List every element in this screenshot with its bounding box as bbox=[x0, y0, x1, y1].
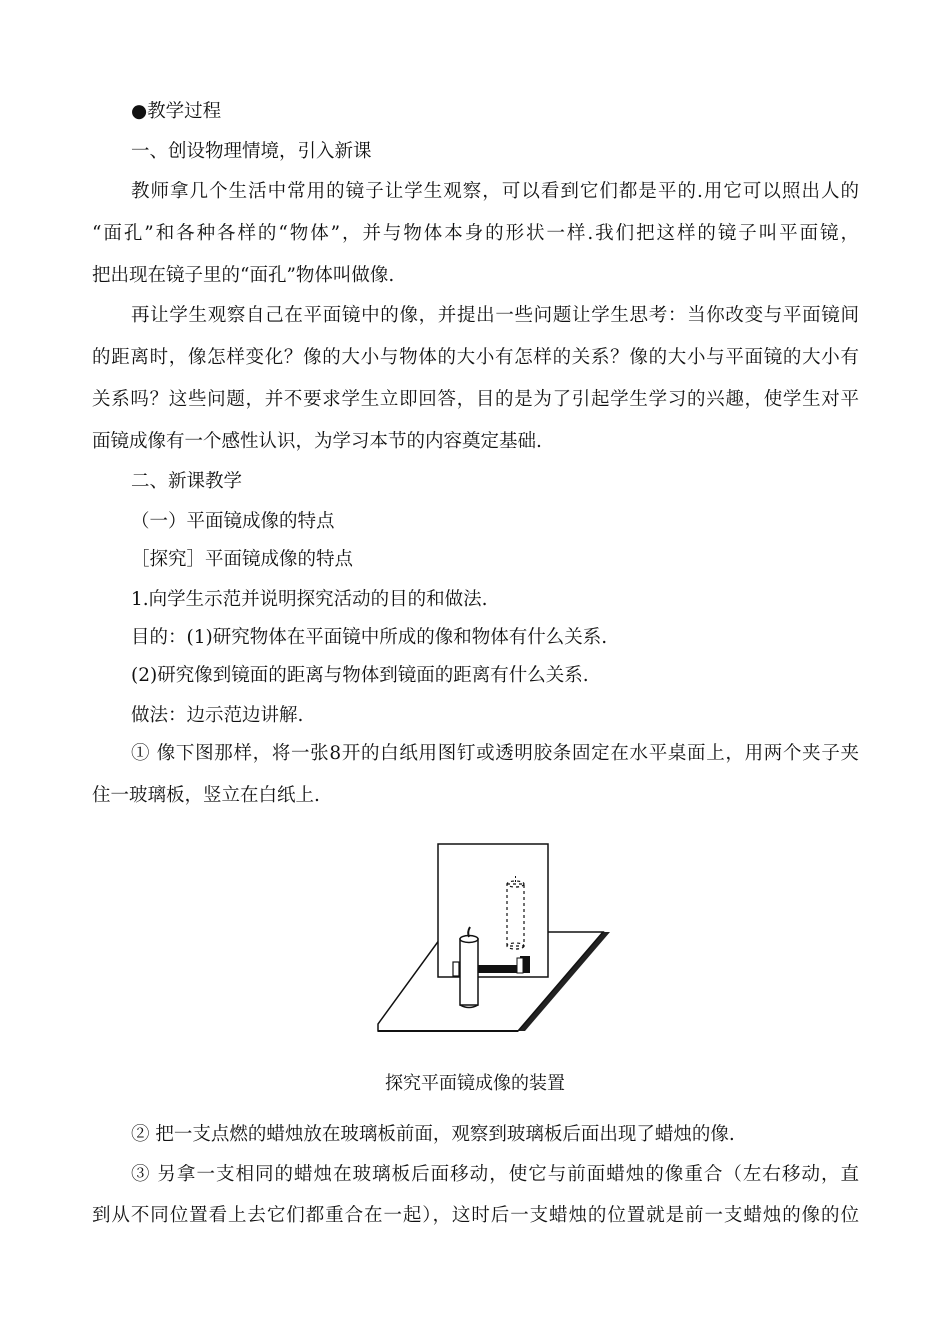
item-2: ② 把一支点燃的蜡烛放在玻璃板前面，观察到玻璃板后面出现了蜡烛的像. bbox=[131, 1124, 735, 1145]
paragraph-1-line-1: 教师拿几个生活中常用的镜子让学生观察，可以看到它们都是平的.用它可以照出人的 bbox=[131, 181, 859, 202]
candle bbox=[460, 939, 478, 1005]
paragraph-2-line-4: 面镜成像有一个感性认识，为学习本节的内容奠定基础. bbox=[92, 431, 542, 452]
method: 做法：边示范边讲解. bbox=[131, 705, 304, 726]
section-2-title: 二、新课教学 bbox=[131, 471, 243, 492]
subsection-title: （一）平面镜成像的特点 bbox=[131, 511, 335, 532]
goal-2: (2)研究像到镜面的距离与物体到镜面的距离有什么关系. bbox=[131, 665, 589, 686]
explore-title: ［探究］平面镜成像的特点 bbox=[131, 549, 354, 570]
section-1-title: 一、创设物理情境，引入新课 bbox=[131, 141, 372, 162]
clamp-left bbox=[453, 962, 459, 976]
paragraph-2-line-2: 的距离时，像怎样变化？像的大小与物体的大小有怎样的关系？像的大小与平面镜的大小有 bbox=[92, 347, 859, 368]
paragraph-1-line-3: 把出现在镜子里的“面孔”物体叫做像. bbox=[92, 265, 395, 286]
paragraph-2-line-1: 再让学生观察自己在平面镜中的像，并提出一些问题让学生思考：当你改变与平面镜间 bbox=[131, 305, 859, 326]
step-1: 1.向学生示范并说明探究活动的目的和做法. bbox=[131, 589, 488, 610]
paragraph-2-line-3: 关系吗？这些问题，并不要求学生立即回答，目的是为了引起学生学习的兴趣，使学生对平 bbox=[92, 389, 859, 410]
glass-plate bbox=[438, 844, 548, 977]
paragraph-1-line-2: “面孔”和各种各样的“物体”，并与物体本身的形状一样.我们把这样的镜子叫平面镜， bbox=[92, 223, 859, 244]
item-3-line-1: ③ 另拿一支相同的蜡烛在玻璃板后面移动，使它与前面蜡烛的像重合（左右移动，直 bbox=[131, 1164, 859, 1185]
item-1-line-1: ① 像下图那样，将一张8开的白纸用图钉或透明胶条固定在水平桌面上，用两个夹子夹 bbox=[131, 743, 859, 764]
item-3-line-2: 到从不同位置看上去它们都重合在一起），这时后一支蜡烛的位置就是前一支蜡烛的像的位 bbox=[92, 1205, 859, 1226]
goal-1: 目的：(1)研究物体在平面镜中所成的像和物体有什么关系. bbox=[131, 627, 608, 648]
mirror-experiment-figure bbox=[370, 838, 615, 1038]
section-heading: ●教学过程 bbox=[131, 101, 222, 122]
item-1-line-2: 住一玻璃板，竖立在白纸上. bbox=[92, 785, 320, 806]
figure-caption: 探究平面镜成像的装置 bbox=[385, 1073, 565, 1094]
